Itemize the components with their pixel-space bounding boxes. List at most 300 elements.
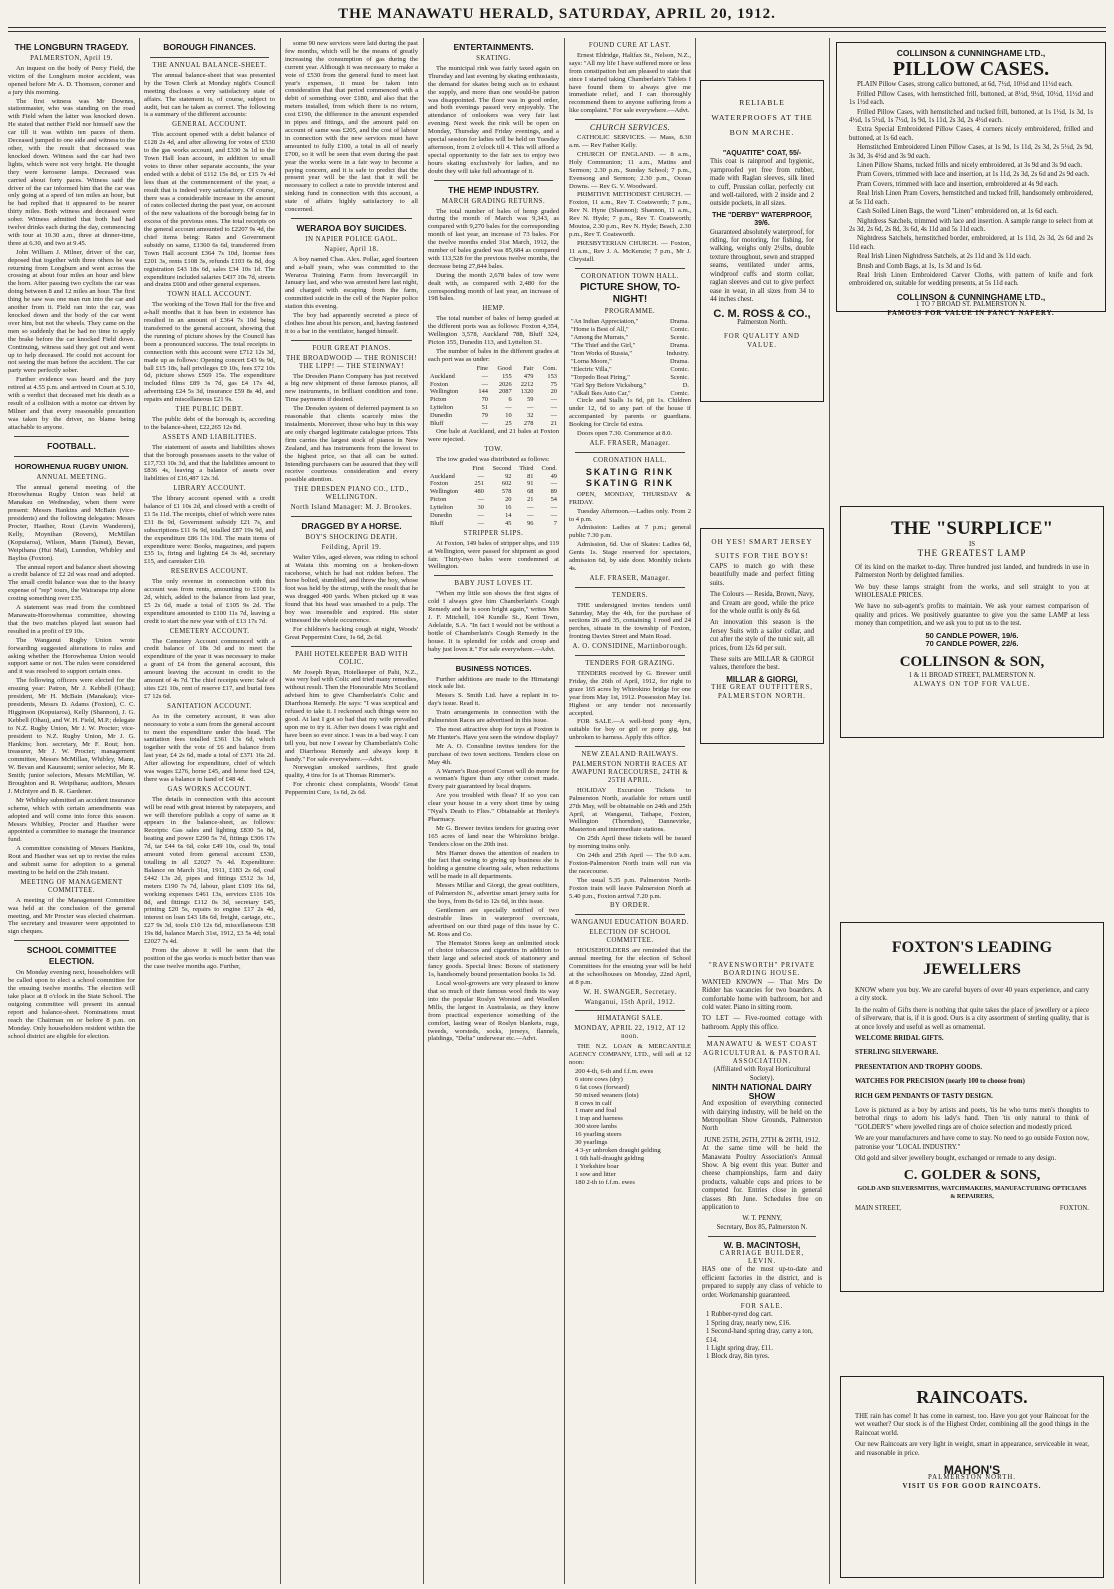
table-row — [428, 412, 559, 420]
table-row — [428, 373, 559, 381]
ad-address-street: MAIN STREET, — [855, 1205, 901, 1213]
table-row — [428, 488, 559, 496]
table-cell: 45 — [505, 519, 512, 527]
table-row — [428, 381, 559, 389]
subheading: TOW. — [484, 445, 503, 453]
table-cell — [428, 365, 470, 373]
paragraph: Further evidence was heard and the jury retired at 4.55 p.m. and arrived in Court at 5.10, with a verdict that deceased met his death as a result of a collision with a motor car driven by Milner and that every reasonable precaution was taken by the driver, no blame being attachable to anyone. — [8, 376, 135, 431]
paragraph: One bale at Auckland, and 21 bales at Foxton were rejected. — [428, 427, 559, 443]
table-cell: — — [505, 404, 512, 412]
subheading: ASSETS AND LIABILITIES. — [162, 433, 257, 441]
table-row — [569, 326, 691, 334]
list-item: 200 4-th, 6-th and f.f.m. ewes — [575, 1067, 654, 1075]
paragraph: Messrs Millar and Giorgi, the great outfitters, of Palmerston N., advertise smart jersey suits for the boys, from 8s 6d to 12s 6d, in this issue. — [428, 882, 559, 905]
divider — [291, 340, 412, 341]
list-item: 30 yearlings — [575, 1139, 608, 1147]
table-cell: 153 — [547, 372, 557, 380]
table-cell: Lyttelton — [430, 404, 454, 412]
paragraph: At the same time will be held the Manawatu Poultry Association's Annual Show. A big event this year. Butter and cheese championships, farm and dairy products, valuable cups and prices to be competed for. Entries close in general classes 8th June. Schedules free on application to — [702, 1145, 822, 1211]
subheading: ANNUAL MEETING. — [36, 473, 107, 481]
headline: BOROUGH FINANCES. — [163, 42, 256, 52]
paragraph: At Foxton, 149 bales of stripper slips, and 119 at Wellington, were passed for shipment as good fair. Thirty-two bales were condemned at Wellington. — [428, 539, 559, 571]
paragraph: Old gold and silver jewellery bought, exchanged or remade to any design. — [855, 1155, 1057, 1163]
list-item: Real Irish Linen Nightdress Satchels, at 2s 11d and 3s 11d each. — [857, 253, 1032, 261]
ad-heading: "AQUATITE" COAT, 55/- — [722, 150, 802, 157]
divider — [708, 1236, 816, 1237]
column-3 — [285, 40, 418, 1585]
paragraph: Our new Raincoats are very light in weight, smart in appearance, serviceable in wear, and reasonable in price. — [855, 1441, 1089, 1457]
table-row — [428, 512, 559, 520]
table-row — [428, 504, 559, 512]
list-item: 1 Block dray, 8in tyres. — [706, 1353, 770, 1361]
paragraph: John William J. Milner, driver of the car, deposed that together with three others he was returning from Longburn and went across the crossing at about four miles an hour and blew the horn. After passing two cyclists the car was doing between 8 and 12 miles an hour. The first thing he saw was one man run into the car and another from it. Field ran into the car, was knocked down and the body of the car went over him, but not the wheels. They came on the men so suddenly that he had no time to apply the brake before the car knocked Field down. Continuing, witness said they got out and went up to help deceased. He could not account for not seeing the man before the accident. The car party were perfectly sober. — [8, 248, 135, 375]
table-cell: — — [481, 372, 488, 380]
list-item: 1 Rubber-tyred dog cart. — [706, 1311, 773, 1319]
paragraph: TENDERS received by G. Brewer until Friday, the 26th of April, 1912, for right to graze 165 acres by Whirokino bridge for one year from May 1st, 1912. Possession May 1st. Highest or any tender not necessarily accepted. — [569, 670, 691, 717]
paragraph: The number of bales in the different grades at each port was as under: — [428, 347, 559, 363]
sale-list — [702, 1311, 822, 1361]
table-cell: — — [527, 512, 534, 520]
signature: BY ORDER. — [609, 902, 651, 910]
paragraph: Mr Whibley submitted an accident insurance scheme, which with certain amendments was adopted and will come into force this season. Messrs Whibley, Procter and Hasther were appointed a committee to manage the insurance fund. — [8, 796, 135, 844]
table-cell: 96 — [527, 519, 534, 527]
ad-title: RELIABLE WATERPROOFS AT THE BON MARCHE. — [711, 98, 813, 137]
table-row — [428, 396, 559, 404]
paragraph: The total number of bales of hemp graded during the month of March was 9,343, as compared with 9,270 bales for the corresponding month of last year, an increase of 73 bales. For the twelve months ended 31st March, 1912, the number of bales graded was 85,684 as compared with 113,528 for the previous twelve months, the decrease being 27,844 bales. — [428, 207, 559, 270]
table-cell: — — [527, 404, 534, 412]
paragraph: "When my little son shows the first signs of cold I always give him Chamberlain's Cough Remedy and he is soon bright again," writes Mrs J. F. Mitchell, 104 Kundle St., Kent Town, Adelaide, S.A. "In fact I would not be without a bottle of Chamberlain's Cough Remedy in the house. It is splendid for colds and croup and baby just loves it." For sale everywhere.—Advt. — [428, 590, 559, 653]
table-cell: 16 — [505, 504, 512, 512]
table-row — [428, 473, 559, 481]
list-item: Hemstitched Embroidered Linen Pillow Cases, at 1s 9d, 1s 11d, 2s 3d, 2s 5½d, 2s 9d, 3s 3d, 3s 4½d and 3s 9d each. — [849, 144, 1093, 160]
ad-title: PILLOW CASES. — [892, 58, 1050, 81]
paragraph: This account opened with a debit balance of £128 2s 4d, and after allowing for votes of £530 to the gas works account, and £330 3s 1d to the Town Hall loan account, in addition to small votes to three other separate accounts, the year ended with a debit of £112 15s 8d, or £15 7s 4d less than at the commencement of the year, a result that is indeed very satisfactory. Of course, there was a considerable increase in the amount of rates collected during the past year, on account of the new valuations of the borough being far in excess of the previous ones. The total receipts on the general account amounted to £2207 9s 4d, the chief items being: Rates and Government subsidy on same, £1360 6s 6d, transferred from Town Hall account £364 7s 10d, license fees £201 3s, rents £108 3s, refunds £103 6s 8d, dog registration £43 18s 6d, sales £34 10s 1d. The expenditure included salaries £437 10s 7d, streets and drains £600 and other general expenses. — [144, 131, 275, 289]
table-cell: — — [550, 480, 557, 488]
list-item: Linen Pillow Shams, tucked frills and nicely embroidered, at 3s 9d and 3s 9d each. — [857, 162, 1083, 170]
divider — [575, 746, 685, 747]
paragraph: A meeting of the Management Committee was held at the conclusion of the general meeting, and Mr Procter was elected chairman. The secretary and treasurer were appointed to sign cheques. — [8, 896, 135, 936]
divider — [291, 218, 412, 219]
table-cell: Scenic. — [670, 373, 689, 381]
paragraph: A Warner's Rust-proof Corset will do more for a woman's figure than any other corset made. Every pair guaranteed by local drapers. — [428, 767, 559, 791]
table-cell: Cond. — [541, 464, 557, 472]
firm-manager: North Island Manager: M. J. Brookes. — [290, 504, 413, 512]
subheading: PAHI HOTELKEEPER BAD WITH COLIC. — [295, 650, 408, 666]
table-cell: Bluff — [430, 420, 444, 428]
list-item: PLAIN Pillow Cases, strong calico buttoned, at 6d, 7½d, 10½d and 11½d each. — [857, 81, 1073, 89]
subheading: MONDAY, APRIL 22, 1912, AT 12 noon. — [574, 1025, 686, 1041]
list-item: Brush and Comb Bags, at 1s, 1s 3d and 1s 6d. — [857, 262, 982, 270]
table-cell: 20 — [505, 496, 512, 504]
paragraph: The Dresden Piano Company has just received a big new shipment of these famous pianos, all new instruments, in brilliant condition and tone. Time payments if desired. — [285, 372, 418, 404]
list-item: 6 store cows (dry) — [575, 1075, 623, 1083]
table-cell: 51 — [481, 404, 488, 412]
table-cell: Lyttelton — [430, 504, 454, 512]
paragraph: Admission: Ladies at 7 p.m.; general public 7.30 p.m. — [569, 524, 691, 540]
list-item: 50 mixed weaners (lots) — [575, 1091, 639, 1099]
table-row — [569, 374, 691, 382]
list-item: Real Irish Linen Pram Covers, hemstitched and tucked frill, handsomely embroidered, at 5s 11d each. — [849, 190, 1093, 206]
table-row — [428, 404, 559, 412]
headline: FOOTBALL. — [47, 440, 96, 451]
table-cell: — — [550, 404, 557, 412]
ad-address — [855, 1205, 1089, 1213]
table-cell: 20 — [550, 388, 557, 396]
list-item: 1 Light spring dray, £11. — [706, 1345, 773, 1353]
ad-tagline: ALWAYS ON TOP FOR VALUE. — [913, 680, 1031, 688]
list-item: Frilled Pillow Cases, with hemstitched and tucked frill, buttoned, at 1s 1½d, 1s 3d, 1s 4½d, 1s 5½d, 1s 7½d, 1s 9d, 1s 11d, 2s 3d, 2s 4½d each. — [849, 108, 1093, 125]
ad-title: THE "SURPLICE" — [890, 518, 1054, 539]
table-cell: 2087 — [498, 388, 512, 396]
table-cell: Good — [497, 364, 512, 372]
table-cell: 25 — [505, 420, 512, 428]
subheading: LIBRARY ACCOUNT. — [173, 485, 246, 493]
list-item: 8 cows in calf — [575, 1099, 612, 1107]
paragraph: Are you troubled with fleas? If so you can clear your house in a very short time by using "Nyal's Death to Flies." Obtainable at Henley's Pharmacy. — [428, 792, 559, 823]
list-item: WATCHES FOR PRECISION (nearly 100 to choose from) — [855, 1078, 1025, 1086]
list-item: 6 fat cows (forward) — [575, 1083, 630, 1091]
subheading: GAS WORKS ACCOUNT. — [167, 785, 252, 793]
item-list — [855, 1035, 1089, 1101]
subheading: THE PUBLIC DEBT. — [175, 406, 244, 414]
paragraph: Mr Joseph Ryan, Hotelkeeper of Pahi, N.Z., was very bad with Colic and tried many remedies, without result. Then the Honourable Mrs Scotland advised him to give Chamberlain's Colic and Diarrhoea Remedy. He says: "I was sceptical and refused to take it. I reckoned such things were no good. At last I got so bad that my wife prevailed upon me to try it. After two doses I was right and have been so ever since. I was in a bad way. I can tell you, but now I swear by Chamberlain's Colic and Diarrhoea Remedy and always keep it handy." For sale everywhere.—Advt. — [285, 668, 418, 763]
list-item: 1 Yorkshire boar — [575, 1162, 619, 1170]
paragraph: Doors open 7.30. Commence at 8.0. — [577, 430, 673, 438]
table-cell: 89 — [550, 488, 557, 496]
list-item: WELCOME BRIDAL GIFTS. — [855, 1035, 944, 1043]
table-cell: 21 — [527, 496, 534, 504]
table-cell: — — [477, 519, 484, 527]
table-cell: 1320 — [520, 388, 534, 396]
ad-millar-giorgi — [700, 528, 824, 744]
divider — [575, 914, 685, 915]
table-row — [569, 350, 691, 358]
paragraph: The most attractive shop for toys at Foxton is Mr Hunter's. Have you seen the window display? — [428, 725, 559, 741]
table-cell: "Torpedo Boat Firing," — [571, 373, 630, 381]
ad-tagline: THE GREAT OUTFITTERS, — [711, 684, 813, 692]
paragraph: The Dresden system of deferred payment is so reasonable that clients scarcely miss the instalments. Moreover, those who buy in this way are only charged legitimate catalogue prices. This firm carries the largest stock of pianos in New Zealand, and has instruments from the lowest to the highest price, so that all can be suited. Intending purchasers can be assured that they will receive courteous consideration and every possible attention. — [285, 405, 418, 484]
list-item: 1 mare and foal — [575, 1107, 617, 1115]
table-cell: Bluff — [430, 519, 444, 527]
paragraph: The municipal rink was fairly taxed again on Thursday and last evening by skating enthusiasts, the demand for skates being such as to exhaust the supply, and more than one would-be patron was disappointed. The floor was in good order, and both evenings passed very enjoyably. The attendance of onlookers was very fair last evening. Next week the rink will be open on Monday, Thursday and Friday evenings, and a special session for ladies will be held on Tuesday afternoon, from 2 o'clock till 4. This will afford a special opportunity to the fair sex to enjoy two hours skating exclusively for ladies, and no doubt they will take full advantage of it. — [428, 64, 559, 175]
table-cell: D. — [682, 381, 689, 389]
paragraph: Of its kind on the market to-day. Three hundred just landed, and hundreds in use in Palmerston North by delighted families. — [855, 563, 1089, 580]
list-item: 1 trap and harness — [575, 1115, 623, 1123]
ad-text: (Affiliated with Royal Horticultural Society). — [713, 1066, 811, 1082]
firm-name: THE DRESDEN PIANO CO., LTD., WELLINGTON. — [294, 486, 409, 502]
table-cell — [428, 465, 467, 473]
table-cell: — — [477, 472, 484, 480]
table-cell: "Iron Works of Russia," — [571, 350, 633, 357]
table-row — [428, 388, 559, 396]
divider — [434, 575, 553, 576]
list-item: Nightdress Satchels, hemstitched border, embroidered, at 1s 11d, 2s 3d, 2s 6d and 2s 11d each. — [849, 235, 1093, 251]
table-cell: 2212 — [520, 380, 534, 388]
paragraph: WANTED KNOWN — That Mrs De Ridder has vacancies for two boarders. A comfortable home with bathroom, hot and cold water. Piano in sitting room. — [702, 978, 822, 1012]
subheading: THE BROADWOOD — THE RONISCH! THE LIPP! — THE STEINWAY! — [286, 354, 417, 370]
table-cell: "An Indian Appreciation," — [571, 318, 639, 326]
subheading: CORONATION HALL. — [593, 456, 667, 464]
paragraph: The Wanganui Rugby Union wrote forwarding suggested alterations to rules and asking whether the Horowhenua Union would support same or not. The rules were considered and it was resolved to support certain ones. — [8, 636, 135, 676]
subheading: RESERVES ACCOUNT. — [170, 568, 249, 576]
paragraph: On Monday evening next, householders will be called upon to elect a school committee for the ensuing twelve months. The election will take place at 8 o'clock in the State School. The outgoing committee will present its annual report and balance-sheet. Nominations must reach the Chairman on or before 8 p.m. on Monday. Only householders resident within the school district are eligible for election. — [8, 969, 135, 1040]
table-cell: 14 — [505, 512, 512, 520]
paragraph: Train arrangements in connection with the Palmerston Races are advertised in this issue. — [428, 709, 559, 725]
table-cell: 49 — [550, 472, 557, 480]
table-cell: 59 — [527, 396, 534, 404]
subheading: HEMP. — [482, 305, 505, 313]
paragraph: The annual balance-sheet that was presented by the Town Clerk at Monday night's Council meeting discloses a very satisfactory state of affairs. The statement is, of course, subject to audit, but can be taken as correct. The following is a summary of the different accounts: — [144, 71, 275, 119]
table-cell: 68 — [527, 488, 534, 496]
ad-golder-jewellers — [840, 922, 1104, 1292]
divider — [291, 646, 412, 647]
ad-firm: MILLAR & GIORGI, — [726, 674, 798, 684]
paragraph: OPEN, MONDAY, THURSDAY & FRIDAY. — [569, 490, 691, 506]
table-cell: "Home is Best of All," — [571, 326, 629, 334]
paragraph: PRESBYTERIAN CHURCH. — Foxton, 11 a.m., Rev J. A. McKenzie; 7 p.m., Mr J. Chrystall. — [569, 239, 691, 263]
paragraph: A committee consisting of Messrs Hankins, Rout and Hasther was set up to revise the rules and submit same for adoption to a general meeting to be held on the 25th instant. — [8, 845, 135, 876]
paragraph: Admission, 6d. Use of Skates: Ladies 6d, Gents 1s. Stage reserved for spectators, admission 6d, by side door. Monthly tickets 4s. — [569, 541, 691, 572]
table-cell: — — [550, 512, 557, 520]
paragraph: some 90 new services were laid during the past few months, which will be the means of greatly increasing the consumption of gas during the current year. Although it was necessary to make a vote of £530 from the general fund to meet last year's expenses, it must be taken into consideration that that period commenced with a debit of something over £180, and also that the meters installed, from which there is no return, cost £190, the difference in the amount expended in pipes and fittings, and the amount paid on account of same was £205, and the cost of labour in connection with the new services must have amounted to fully £100, a total in all of nearly £700, so it will be seen that even during the past year the works were in a fair way to become a paying concern, and it is safe to predict that the present year will be the last that it will be necessary to collect a rate to provide interest and sinking fund in connection with this account, a state of affairs highly satisfactory to all concerned. — [285, 40, 418, 214]
table-cell: Foxton — [430, 380, 449, 388]
paragraph: We are your manufacturers and have come to stay. No need to go outside Foxton now, patronise your "LOCAL INDUSTRY." — [855, 1135, 1089, 1151]
paragraph: The annual general meeting of the Horowhenua Rugby Union was held at Manakau on Wednesday, when there were present: Messrs Hankins and McBain (vice-presidents) and the following delegates: Messrs Procter, Hasther, Rout (Levin Wanderers), Kelly, Moynihan (Rovers), McMillan (Kopuiaroa), Wilson, Mann (Tainui), Bevan, Weipihana (Hui Mai), Lunndon, Whibley and Bayliss (Foxton). — [8, 483, 135, 562]
ad-title: FOXTON'S LEADING JEWELLERS — [891, 939, 1053, 978]
ad-title: RAINCOATS. — [916, 1387, 1028, 1407]
ad-subtitle: CARRIAGE BUILDER, — [719, 1249, 805, 1257]
divider — [291, 516, 412, 517]
paragraph: Messrs S. Smith Ltd. have a replant in to-day's issue. Read it. — [428, 692, 559, 708]
paragraph: Mrs Hamer draws the attention of readers to the fact that owing to giving up business she is holding a genuine clearing sale, when reductions will be made in all departments. — [428, 849, 559, 881]
list-item: 1 Spring dray, nearly new, £16. — [706, 1319, 791, 1327]
paragraph: HOLIDAY Excursion Tickets to Palmerston North, available for return until 27th May, will be obtainable on 24th and 25th April, at Wanganui, Taihape, Foxton, Wellington (Thorndon), Dannevirke, Masterton and intermediate stations. — [569, 786, 691, 834]
table-cell: Com. — [542, 364, 557, 372]
subheading: BABY JUST LOVES IT. — [454, 580, 533, 588]
table-cell: — — [477, 512, 484, 520]
table-header — [428, 465, 559, 473]
paragraph: From the above it will be seen that the position of the gas works is much better than was the case twelve months ago. Further, — [144, 946, 275, 970]
divider — [14, 456, 129, 457]
table-row — [569, 390, 691, 398]
subheading: MEETING OF MANAGEMENT COMMITTEE. — [20, 878, 123, 894]
table-cell: Dunedin — [430, 412, 453, 420]
dateline: PALMERSTON, April 19. — [30, 55, 113, 62]
item-list — [849, 81, 1093, 288]
ad-heading: MANAWATU & WEST COAST AGRICULTURAL & PASTORAL ASSOCIATION. — [702, 1041, 822, 1066]
subheading: PROGRAMME. — [604, 308, 656, 316]
list-item: RICH GEM PENDANTS OF TASTY DESIGN. — [855, 1092, 993, 1100]
table-cell: 278 — [523, 420, 534, 428]
table-cell: — — [527, 504, 534, 512]
table-cell: Auckland — [430, 372, 455, 380]
ad-place: PALMERSTON NORTH. — [718, 692, 806, 700]
list-item: 1 6th half-draught gelding — [575, 1154, 645, 1162]
ad-place: Palmerston North. — [737, 318, 787, 326]
list-item: Frilled Pillow Cases, with hemstitched frill, buttoned, at 8½d, 9½d, 10½d, 11½d and 1s 1½d each. — [849, 90, 1093, 107]
paragraph: For children's hacking cough at night, Woods' Great Peppermint Cure, 1s 6d, 2s 6d. — [285, 625, 418, 641]
table-cell: Drama. — [670, 318, 689, 326]
paragraph: An inquest on the body of Percy Field, the victim of the Longburn motor accident, was opened before Mr A. D. Thomson, coroner and a jury this morning. — [8, 64, 135, 96]
table-cell: Industry. — [666, 350, 689, 357]
tow-table — [428, 465, 559, 528]
table-cell: Foxton — [430, 480, 449, 488]
signature: ALF. FRASER, Manager. — [589, 439, 671, 447]
paragraph: HOUSEHOLDERS are reminded that the annual meeting for the election of School Committees for the ensuing year will be held at the schoolhouses on Monday, 22nd April, at 8 p.m. — [569, 947, 691, 986]
programme-table — [569, 318, 691, 397]
list-item: Pram Covers, trimmed with lace and insertion, at 1s 11d, 2s 3d, 2s 6d and 2s 9d each. — [857, 171, 1090, 179]
paragraph: The details in connection with this account will be read with great interest by ratepayers, and we will therefore publish a copy of same as it appears in the balance-sheet, as follows: Receipts: Gas sales and lighting £830 5s 8d, heating and power £290 5s 7d, fittings £306 17s 7d, tar £44 6s 6d, coke £49 10s, coal 9s, total amount voted from general account £530, totalling in all £2027 7s 4d. Expenditure: Balance on March 31st, 1911, £183 2s 6d, coal £442 13s 2d, pipes and fittings £512 3s 1d, meters £190 7s 7d, labour, plant £109 16s 6d, working expenses £461 13s, services £116 10s 8d, and fittings £112 0s 3d, secretary £45, printing £20 5s, repairs to engine £17 2s 4d, interest on loan £43 18s 6d, freight, cartage, etc., £27 9s 3d, tools £10 12s 6d, miscellaneous £38 19s 8d, balance March 31st, 1912, £3 5s 4d; total £2027 7s 4d. — [144, 795, 275, 946]
table-cell: 7 — [553, 519, 557, 527]
paragraph: Mr A. O. Considine invites tenders for the purchase of two town sections. Tenders close on May 4th. — [428, 742, 559, 766]
table-cell: 30 — [477, 504, 484, 512]
paragraph: Ernest Eldridge, Halifax St., Nelson, N.Z., says: "All my life I have suffered more or less from constipation but am pleased to state that since I started taking Chamberlain's Tablets I have found them to always give me immediate relief, and I can thoroughly recommend them to anyone suffering from a like complaint." For sale everywhere.—Advt. — [569, 51, 691, 115]
subheading: ELECTION OF SCHOOL COMMITTEE. — [589, 929, 671, 945]
paragraph: Walter Yiles, aged eleven, was riding to school at Waiata this morning on a broken-down racehorse, which he had not ridden before. The horse bolted, stumbled, and threw the boy, whose foot was held by the stirrup, with the result that he was dragged 400 yards. When picked up it was found that his head was smashed to a pulp. The boy was insensible and expired. His sister witnessed the whole occurrence. — [285, 553, 418, 624]
paragraph: THE N.Z. LOAN & MERCANTILE AGENCY COMPANY, LTD., will sell at 12 noon: — [569, 1043, 691, 1066]
headline: PICTURE SHOW, TO-NIGHT! — [580, 282, 680, 306]
table-row — [569, 334, 691, 342]
column-1 — [8, 40, 135, 1585]
table-cell: 81 — [527, 472, 534, 480]
column-divider — [423, 38, 424, 1584]
list-item: 300 store lambs — [575, 1123, 617, 1131]
ad-firm: COLLINSON & CUNNINGHAME LTD., — [896, 48, 1046, 58]
ad-tagline: FAMOUS FOR VALUE IN FANCY NAPERY. — [887, 309, 1055, 317]
table-cell: 2026 — [498, 380, 512, 388]
subheading: TENDERS. — [611, 591, 649, 599]
paragraph: A statement was read from the combined Manawatu-Horowhenua committee, showing that the two matches played last season had resulted in a profit of £9 10s. — [8, 604, 135, 635]
paragraph: For chronic chest complaints, Woods' Great Peppermint Cure, 1s 6d, 2s 6d. — [285, 781, 418, 797]
table-cell: 479 — [523, 372, 534, 380]
table-cell: 251 — [474, 480, 484, 488]
table-cell: Comic. — [670, 326, 689, 334]
hemp-table — [428, 365, 559, 428]
table-cell: 92 — [505, 472, 512, 480]
subheadline: HOROWHENUA RUGBY UNION. — [14, 461, 129, 471]
paragraph: The usual 5.35 p.m. Palmerston North-Foxton train will leave Palmerston North at 5.40 p.m., Foxton arrival 7.20 p.m. — [569, 876, 691, 900]
paragraph: The annual report and balance sheet showing a credit balance of £2 2d was read and adopted. The small credit balance was due to the heavy expense of "rep" tours, the Wairarapa trip alone costing something over £35. — [8, 563, 136, 603]
table-cell: 54 — [550, 496, 557, 504]
column-divider — [139, 38, 140, 1584]
dateline: Napier, April 18. — [324, 245, 379, 253]
divider — [575, 1010, 685, 1011]
signature: ALF. FRASER, Manager. — [589, 574, 671, 582]
paragraph: A boy named Chas. Alex. Pollar, aged fourteen and a-half years, who was committed to the Weraroa Training Farm from Invercargill in January last, and who was arrested here last night, and charged with escaping from the farm, committed suicide in the cell of the Napier police station this evening. — [285, 255, 418, 311]
table-cell: First — [472, 464, 484, 472]
subheading: BOY'S SHOCKING DEATH. — [305, 533, 398, 541]
paragraph: Love is pictured as a boy by artists and poets, 'tis he who turns men's thoughts to betrothal rings to adorn his lady's hand. Then 'tis only natural to think of "GOLDER'S" where jewelled rings are of choice selection and modestly priced. — [855, 1107, 1089, 1131]
divider — [708, 1036, 816, 1037]
table-cell: — — [550, 504, 557, 512]
paragraph: In the realm of Gifts there is nothing that quite takes the place of jewellery or a piece of silverware, that is, if it is good. Ours is a city assortment of sterling quality, that is at once lovely and useful as well as ornamental. — [855, 1006, 1089, 1031]
column-4 — [428, 40, 559, 1585]
column-divider — [829, 38, 830, 1584]
list-item: Extra Special Embroidered Pillow Cases, 4 corners nicely embroidered, frilled and buttoned, at 1s 6d each. — [849, 126, 1093, 142]
subheading: FOUR GREAT PIANOS. — [312, 344, 391, 352]
table-cell: Wellington — [430, 388, 459, 396]
ad-tagline: FOR QUALITY AND VALUE. — [724, 333, 800, 349]
paragraph: CATHOLIC SERVICES. — Mass, 8.30 a.m. — Rev Father Kelly. — [569, 134, 691, 149]
divider — [434, 658, 553, 659]
list-item: PRESENTATION AND TROPHY GOODS. — [855, 1063, 983, 1071]
ad-firm: COLLINSON & SON, — [899, 654, 1045, 671]
list-item: STERLING SILVERWARE. — [855, 1049, 939, 1057]
headline: BUSINESS NOTICES. — [455, 663, 532, 673]
table-cell: Drama. — [670, 357, 689, 365]
table-row — [569, 382, 691, 390]
ad-price: 50 CANDLE POWER, 19/6. — [925, 630, 1019, 640]
ad-tagline: VISIT US FOR GOOD RAINCOATS. — [902, 1482, 1042, 1490]
table-row — [569, 342, 691, 350]
divider — [150, 57, 269, 58]
table-cell: Picton — [430, 396, 447, 404]
paragraph: We have no sub-agent's profits to maintain. We ask your earnest comparison of quality and prices. We positively guarantee to give you the same LAMP at less money than competition, and we ask you to put us to the test. — [855, 603, 1089, 628]
subheading: CEMETERY ACCOUNT. — [169, 627, 250, 635]
paragraph: KNOW where you buy. We are careful buyers of over 40 years experience, and carry a city stock. — [855, 987, 1089, 1003]
table-cell: "Girl Spy Before Vicksburg," — [571, 381, 647, 389]
paragraph: We buy these lamps straight from the works, and sell straight to you at WHOLESALE PRICES. — [855, 583, 1089, 600]
subheading: TOWN HALL ACCOUNT. — [167, 291, 252, 299]
paragraph: The only revenue in connection with this account was from rents, amounting to £100 1s 2d, which, added to the balance from last year, £5 2s 6d, made a total of £105 9s 2d. The expenditure amounted to £100 11s 7d, leaving a credit to start the new year with of £13 17s 7d. — [144, 578, 275, 625]
list-item: Pram Covers, trimmed with lace and insertion, embroidered at 4s 9d each. — [857, 180, 1059, 188]
sale-list — [569, 1068, 691, 1187]
paragraph: The tow graded was distributed as follows: — [436, 455, 550, 463]
table-cell: — — [477, 496, 484, 504]
table-row — [569, 318, 691, 326]
ad-bon-marche — [700, 80, 824, 402]
ad-address: 1 & 11 BROAD STREET, PALMERSTON N. — [908, 672, 1036, 680]
divider — [575, 587, 685, 588]
divider — [14, 940, 129, 941]
paragraph: TO LET — Five-roomed cottage with bathroom. Apply this office. — [702, 1015, 822, 1031]
subheading: THE ANNUAL BALANCE-SHEET. — [152, 62, 267, 69]
paragraph: Gentlemen are specially notified of two desirable lines in waterproof overcoats, advertised on our third page of this issue by C. M. Ross and Co. — [428, 906, 559, 938]
paragraph: CAPS to match go with these beautifully made and perfect fitting suits. — [710, 563, 814, 587]
column-2 — [144, 40, 275, 1585]
table-row — [428, 496, 559, 504]
paragraph: Circle and Stalls 1s 6d, pit 1s. Children under 12, 6d to any part of the house if accompanied by parents or guardians. Booking for Circle 6d extra. — [569, 397, 691, 429]
table-row — [428, 420, 559, 428]
subheading: PALMERSTON NORTH RACES AT AWAPUNI RACECOURSE, 24TH & 25TH APRIL. — [571, 761, 689, 784]
ad-notices — [700, 960, 824, 1580]
table-cell: Comic. — [670, 389, 689, 397]
table-cell: 6 — [508, 396, 512, 404]
divider — [14, 436, 129, 437]
table-cell: "Among the Murrats," — [571, 334, 629, 342]
subheading: STRIPPER SLIPS. — [463, 529, 524, 537]
table-row — [569, 366, 691, 374]
ad-place: LEVIN. — [747, 1258, 777, 1265]
paragraph: On 25th April these tickets will be issued by morning trains only. — [569, 835, 691, 851]
ad-tagline: GOLD AND SILVERSMITHS, WATCHMAKERS, MANUFACTURING OPTICIANS & REPAIRERS, — [857, 1184, 1087, 1200]
table-cell: 155 — [502, 372, 512, 380]
table-cell: "Lorna Moore," — [571, 357, 612, 365]
paragraph: Guaranteed absolutely waterproof, for riding, for motoring, for fishing, for walking, weighs only 2½lbs, double texture throughout, sewn and strapped seams, ventilated under arms, windproof cuffs and storm collar, raglan sleeves and cut to give perfect ease in wear, in all sizes from 34 to 44 inches chest. — [710, 228, 815, 303]
table-cell: "Alkali Ikes Auto Car," — [571, 389, 631, 397]
list-item: Cash Soiled Linen Bags, the word "Linen" embroidered on, at 1s 6d each. — [857, 208, 1058, 216]
paragraph: The first witness was Mr Downes, stationmaster, who was standing on the road with Field when the latter was knocked down. He stated that neither Field nor himself saw the car till it was within ten paces of them. Deceased jumped to one side and witness to the other, with the result that deceased was knocked down. Witness said the car had two lights, which were not very bright. He thought they were kerosene lamps. Deceased was carried about forty paces. Witness said the driver of the car informed him that the car was only going at a speed of ten miles an hour, but he had replied that it appeared to be nearer thirty miles. Both witness and deceased were sober. Witness admitted that both had had twelve drinks each during the day, commencing with tour at 10.30 a.m., three at dinner-time, three at 6.30, and two at 9.45. — [8, 97, 135, 247]
paragraph: During the month 2,678 bales of tow were dealt with, as compared with 2,480 for the corresponding month of last year, an increase of 198 bales. — [428, 271, 559, 303]
subheading: CORONATION TOWN HALL. — [580, 272, 680, 280]
list-item: 16 yearling steers — [575, 1131, 622, 1139]
subheading: NEW ZEALAND RAILWAYS. — [581, 751, 679, 759]
table-cell: Auckland — [430, 472, 455, 480]
table-row — [569, 358, 691, 366]
paragraph: This coat is rainproof and hygienic, yarnproofed yet free from rubber, made with Raglan sleeves, silk lined to cuff, Prussian collar, perfectly cut and well-tailored, with 2 inside and 2 outside pockets, in all sizes. — [710, 158, 814, 208]
table-cell: 21 — [550, 420, 557, 428]
masthead-rule-2 — [8, 31, 1106, 32]
